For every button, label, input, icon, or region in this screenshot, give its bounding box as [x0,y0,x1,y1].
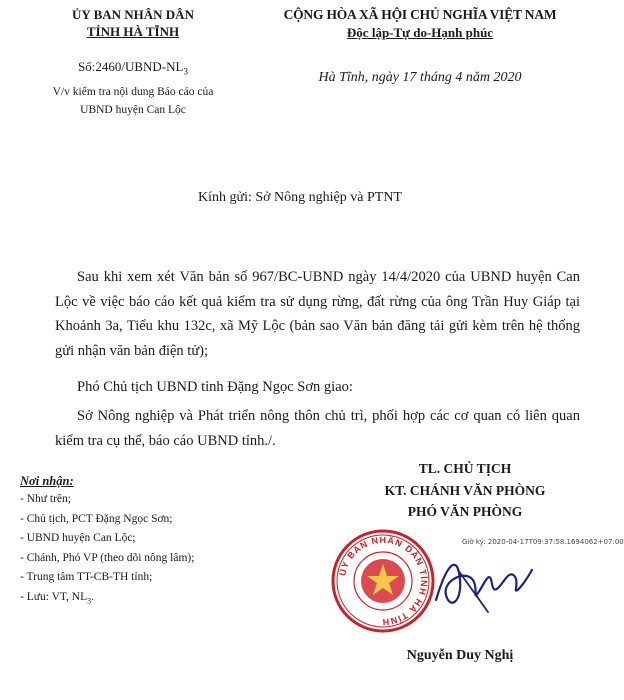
issuer-block [28,6,238,119]
recipients-title: Nơi nhận: [20,474,74,488]
org-name: TỈNH HÀ TĨNH [86,24,180,39]
list-item-text: - Lưu: VT, NL [20,590,88,603]
list-item: - Chánh, Phó VP (theo dõi nông lâm); [20,551,195,564]
list-item-end: . [91,590,95,603]
handwritten-signature [428,540,538,620]
body-paragraph-2: Phó Chủ tịch UBND tỉnh Đặng Ngọc Sơn giao: [77,379,353,395]
subject-line-2: UBND huyện Can Lộc [80,103,186,116]
motto: Độc lập-Tự do-Hạnh phúc [346,25,494,40]
list-item: - Trung tâm TT-CB-TH tỉnh; [20,571,153,583]
doc-number [28,58,238,81]
signature-block [330,458,600,523]
place-date: Hà Tĩnh, ngày 17 tháng 4 năm 2020 [318,70,522,85]
sign-title-2: KT. CHÁNH VĂN PHÒNG [384,482,546,498]
subject [28,83,238,119]
official-seal [330,528,436,634]
list-item: - Chủ tịch, PCT Đặng Ngọc Sơn; [20,512,173,525]
subject-line-1: V/v kiểm tra nội dung Báo cáo của [52,85,214,98]
nation-title: CỘNG HÒA XÃ HỘI CHỦ NGHĨA VIỆT NAM [283,7,557,22]
list-item [20,588,280,611]
sign-title-1: TL. CHỦ TỊCH [418,461,512,476]
doc-number-text: Số:2460/UBND-NL [78,59,184,74]
org-parent: ỦY BAN NHÂN DÂN [72,7,194,22]
national-header [250,6,590,86]
sign-title-3: PHÓ VĂN PHÒNG [407,504,523,519]
list-item: - UBND huyện Can Lộc; [20,532,136,544]
list-item-sub: 3 [87,595,92,605]
seal-text: ỦY BAN NHÂN DÂN TỈNH HÀ TĨNH [337,534,430,628]
list-item: - Như trên; [20,493,71,505]
recipient-line: Kính gửi: Sở Nông nghiệp và PTNT [198,190,402,205]
body-paragraph-1: Sau khi xem xét Văn bản số 967/BC-UBND ngày 14/4/2020 của UBND huyện Can Lộc về việc báo cáo kết quả kiểm tra sử dụng rừng, đất rừng của ông Trần Huy Giáp tại Khoảnh 3a, Tiểu khu 132c, xã Mỹ Lộc (bản sao Văn bản đăng tải gửi kèm trên hệ thống gửi nhận văn bản điện tử); [55,269,580,359]
signer-name: Nguyễn Duy Nghị [406,648,514,663]
body-paragraph-3: Sở Nông nghiệp và Phát triển nông thôn chủ trì, phối hợp các cơ quan có liên quan kiểm tra cụ thể, báo cáo UBND tỉnh./. [55,408,580,449]
doc-number-sub: 3 [183,66,188,77]
recipients-list [20,472,280,610]
digital-signature-stamp: Giờ ký: 2020-04-17T09:37:58.1694062+07:00 [462,538,624,546]
